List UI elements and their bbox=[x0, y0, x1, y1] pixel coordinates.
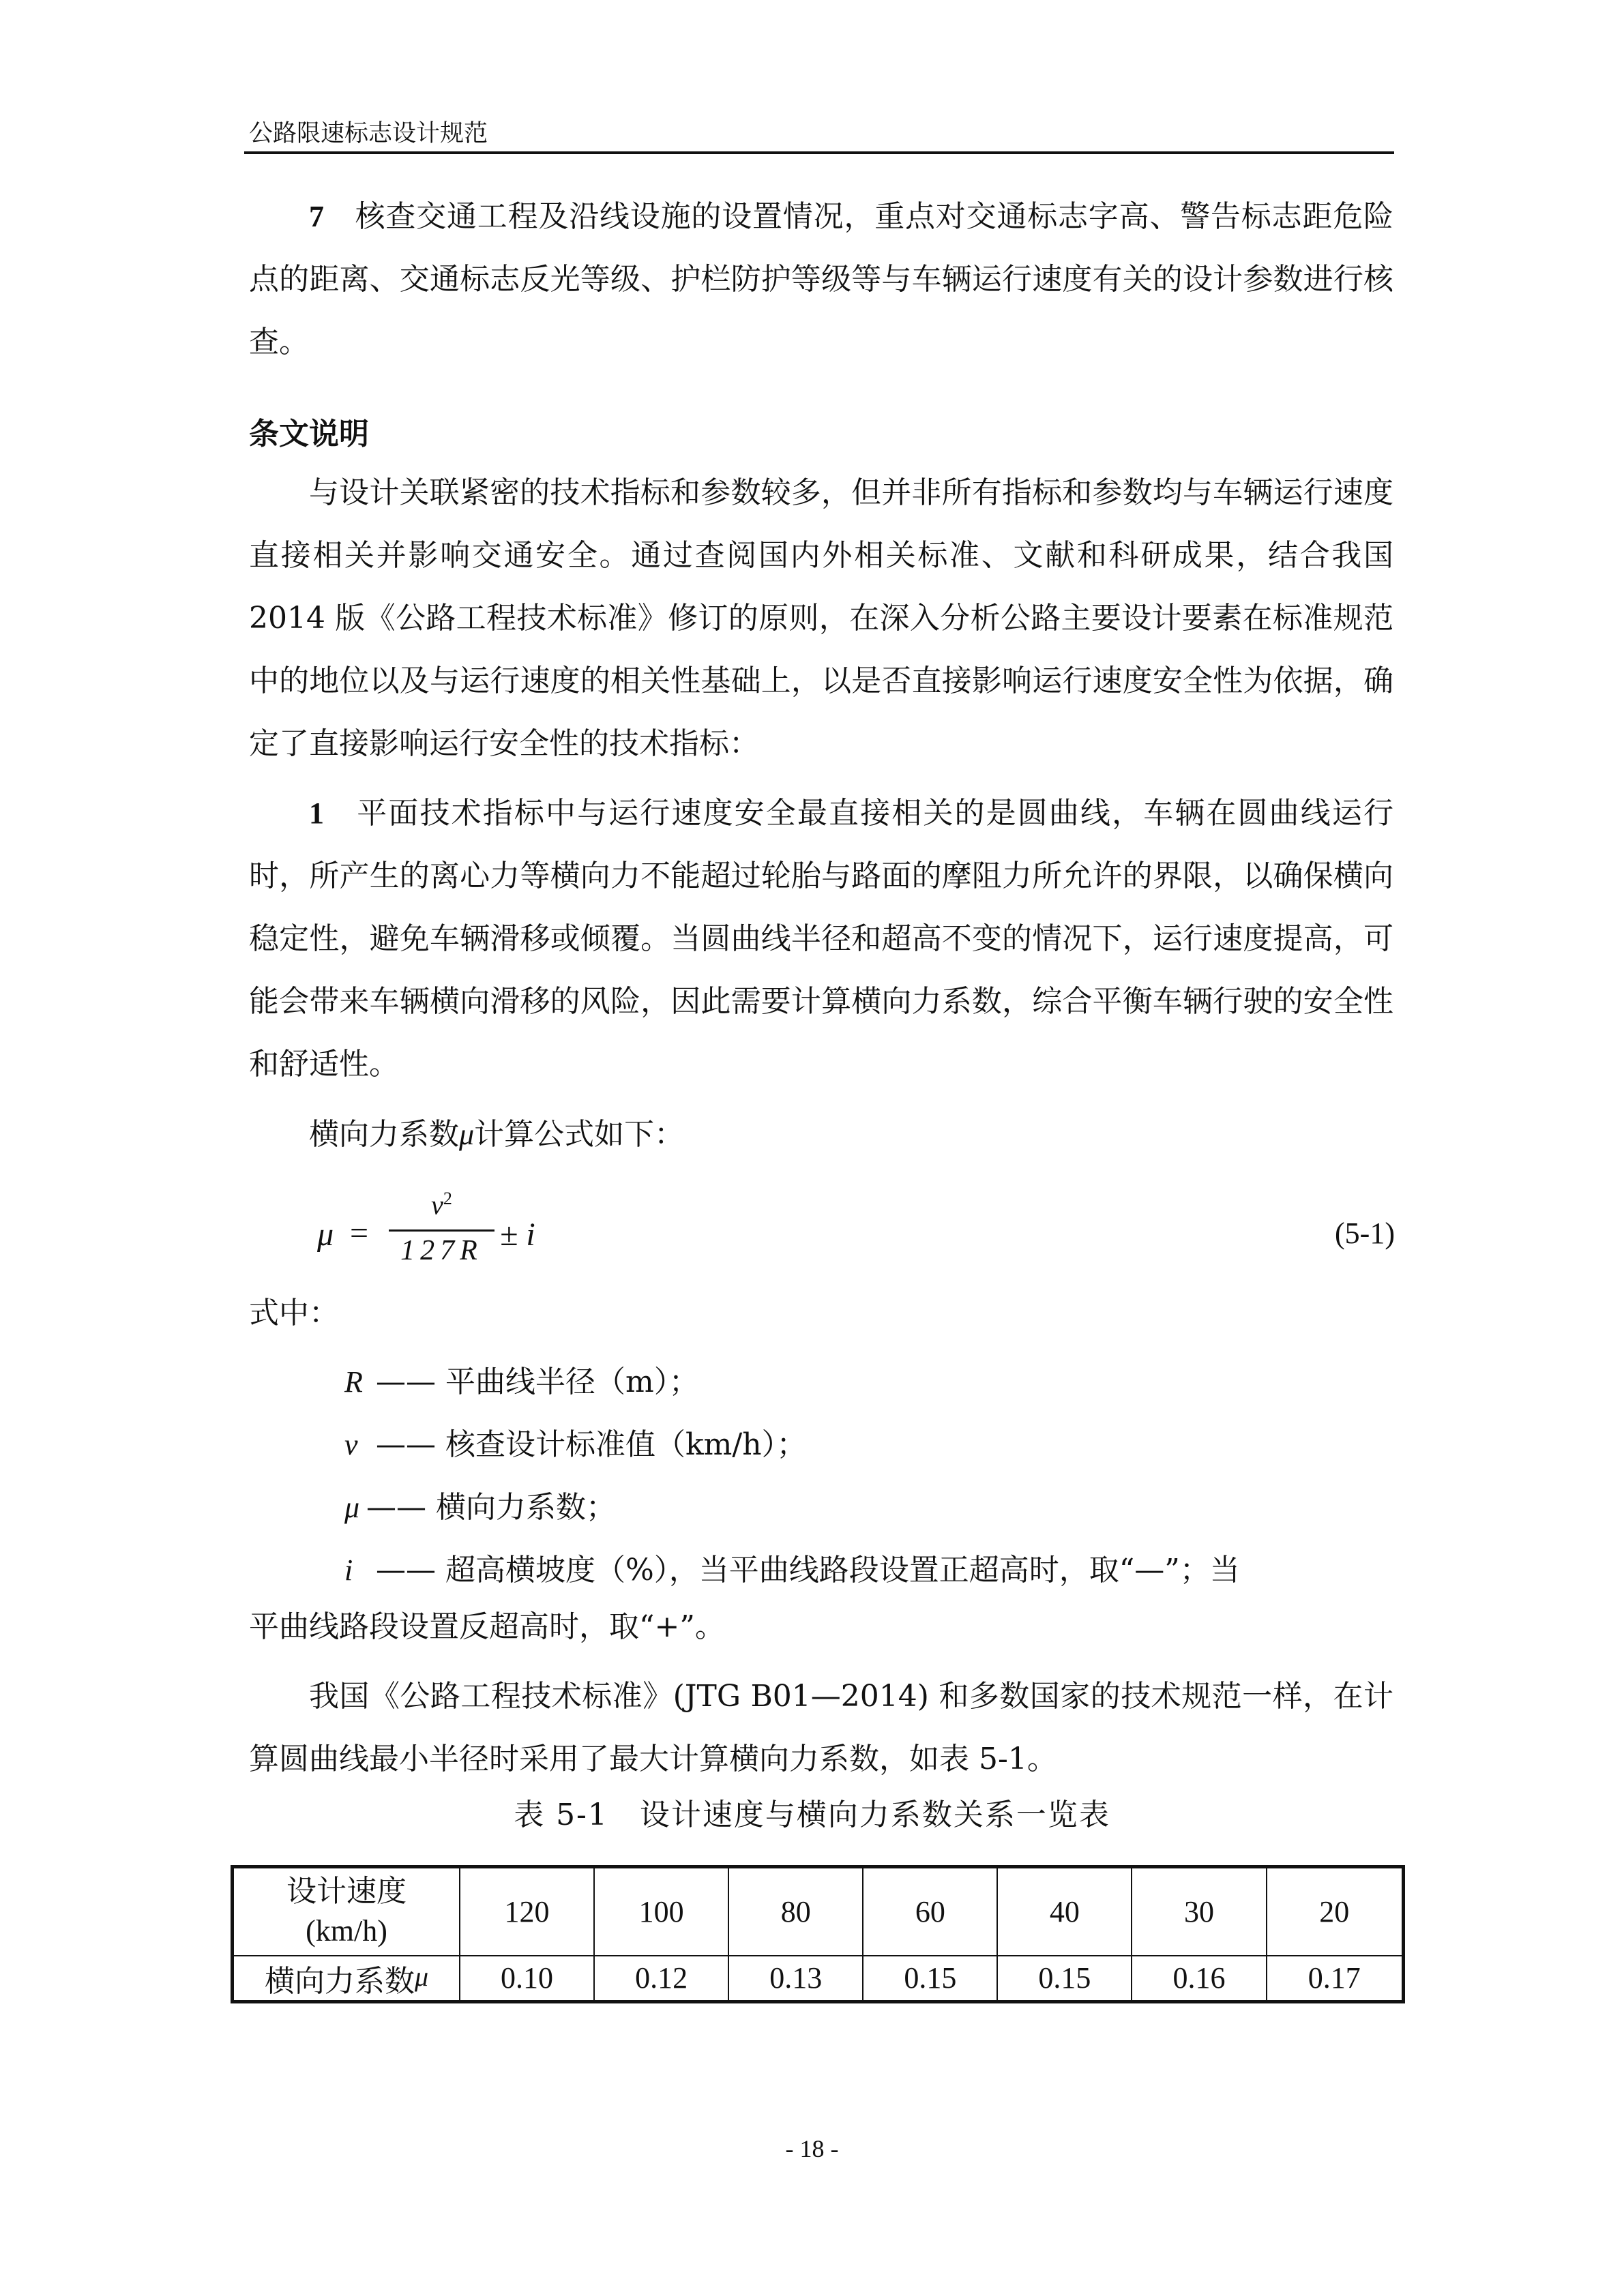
fraction-bar bbox=[389, 1229, 494, 1232]
formula-intro bbox=[249, 1103, 1393, 1166]
running-header: 公路限速标志设计规范 bbox=[249, 120, 488, 147]
row-label-unit: (km/h) bbox=[306, 1914, 387, 1948]
row-label-coefficient bbox=[233, 1956, 460, 2002]
speed-cell: 40 bbox=[997, 1867, 1132, 1956]
row-label-speed bbox=[233, 1867, 460, 1956]
explanation-heading: 条文说明 bbox=[249, 417, 369, 451]
speed-cell: 120 bbox=[460, 1867, 594, 1956]
variable-symbol: μ bbox=[344, 1491, 360, 1524]
variable-r bbox=[344, 1357, 699, 1401]
formula-exponent: 2 bbox=[443, 1189, 452, 1208]
variable-symbol: i bbox=[344, 1553, 353, 1587]
formula-lhs: μ bbox=[317, 1217, 334, 1253]
speed-cell: 60 bbox=[863, 1867, 997, 1956]
formula-plus-minus-i: ± i bbox=[500, 1217, 535, 1253]
variable-symbol: R bbox=[344, 1365, 363, 1399]
formula-intro-post: 计算公式如下： bbox=[474, 1117, 685, 1152]
coefficient-cell: 0.15 bbox=[863, 1956, 997, 2002]
row-label-symbol: μ bbox=[414, 1960, 429, 1992]
variable-i bbox=[344, 1545, 1393, 1589]
speed-cell: 30 bbox=[1132, 1867, 1266, 1956]
coefficient-cell: 0.10 bbox=[460, 1956, 594, 2002]
page-number: - 18 - bbox=[785, 2135, 839, 2162]
item-7-text: 核查交通工程及沿线设施的设置情况，重点对交通标志字高、警告标志距危险点的距离、交通标志反光等级、护栏防护等级等与车辆运行速度有关的设计参数进行核查。 bbox=[249, 199, 1394, 359]
header-rule bbox=[244, 151, 1394, 154]
variable-symbol: v bbox=[344, 1428, 358, 1461]
speed-cell: 100 bbox=[594, 1867, 728, 1956]
item-7-paragraph bbox=[249, 185, 1393, 374]
speed-cell: 80 bbox=[728, 1867, 863, 1956]
speed-cell: 20 bbox=[1267, 1867, 1404, 1956]
point-1-text: 平面技术指标中与运行速度安全最直接相关的是圆曲线，车辆在圆曲线运行时，所产生的离心力等横向力不能超过轮胎与路面的摩阻力所允许的界限，以确保横向稳定性，避免车辆滑移或倾覆。当圆曲线半径和超高不变的情况下，运行速度提高，可能会带来车辆横向滑移的风险，因此需要计算横向力系数，综合平衡车辆行驶的安全性和舒适性。 bbox=[249, 796, 1394, 1082]
formula-label: (5-1) bbox=[1335, 1217, 1395, 1250]
table-caption: 表 5-1 设计速度与横向力系数关系一览表 bbox=[514, 1798, 1110, 1832]
variable-desc: —— 核查设计标准值（km/h）； bbox=[376, 1427, 807, 1462]
table-row-coefficient bbox=[233, 1956, 1404, 2002]
item-7-number: 7 bbox=[309, 200, 324, 233]
variable-mu bbox=[344, 1482, 616, 1526]
coefficient-cell: 0.13 bbox=[728, 1956, 863, 2002]
formula-denominator: 127R bbox=[400, 1235, 483, 1266]
variable-desc: —— 横向力系数； bbox=[366, 1490, 616, 1525]
where-label: 式中： bbox=[249, 1296, 339, 1330]
variable-v bbox=[344, 1420, 807, 1463]
variable-desc: —— 超高横坡度（%），当平曲线路段设置正超高时，取“—”；当 bbox=[376, 1553, 1240, 1587]
closing-paragraph: 我国《公路工程技术标准》(JTG B01—2014) 和多数国家的技术规范一样，在计算圆曲线最小半径时采用了最大计算横向力系数，如表 5-1。 bbox=[249, 1679, 1393, 1776]
coefficient-cell: 0.16 bbox=[1132, 1956, 1266, 2002]
explanation-intro: 与设计关联紧密的技术指标和参数较多，但并非所有指标和参数均与车辆运行速度直接相关并影响交通安全。通过查阅国内外相关标准、文献和科研成果，结合我国 2014 版《公路工程技术标准》修订的原则，在深入分析公路主要设计要素在标准规范中的地位以及与运行速度的相关性基础上，以是否直接影响运行速度安全性为依据，确定了直接影响运行安全性的技术指标： bbox=[249, 475, 1393, 761]
coefficient-cell: 0.17 bbox=[1267, 1956, 1404, 2002]
row-label-text: 横向力系数 bbox=[264, 1963, 415, 1999]
formula-5-1 bbox=[317, 1183, 1395, 1285]
formula-numerator bbox=[389, 1189, 494, 1228]
variable-i-continued: 平曲线路段设置反超高时，取“+”。 bbox=[249, 1609, 725, 1644]
point-1-number: 1 bbox=[309, 796, 324, 830]
row-label-line: 设计速度 bbox=[286, 1874, 407, 1909]
coefficient-cell: 0.12 bbox=[594, 1956, 728, 2002]
coefficient-cell: 0.15 bbox=[997, 1956, 1132, 2002]
table-row-speed bbox=[233, 1867, 1404, 1956]
formula-intro-pre: 横向力系数 bbox=[309, 1117, 459, 1152]
formula-numerator-base: v bbox=[431, 1189, 443, 1221]
formula-equals: = bbox=[350, 1215, 369, 1251]
variable-desc: —— 平曲线半径（m）； bbox=[376, 1365, 699, 1399]
speed-coefficient-table bbox=[231, 1865, 1405, 2003]
point-1-paragraph bbox=[249, 782, 1393, 1096]
formula-fraction bbox=[389, 1189, 494, 1267]
formula-intro-symbol: μ bbox=[459, 1118, 475, 1151]
